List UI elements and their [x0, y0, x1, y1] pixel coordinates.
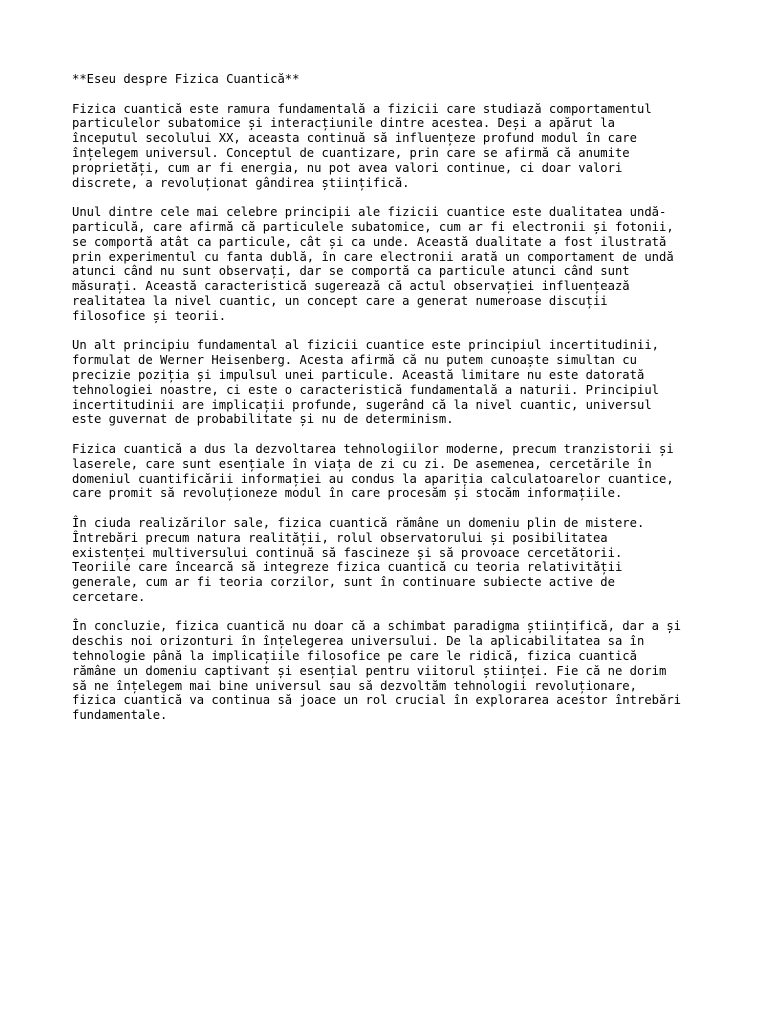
text-line: să ne înțelegem mai bine universul sau să dezvoltăm tehnologii revoluționare,	[72, 678, 637, 693]
document-title: **Eseu despre Fizica Cuantică**	[72, 72, 300, 86]
text-line: este guvernat de probabilitate și nu de determinism.	[72, 412, 454, 427]
text-line: existenței multiversului continuă să fascineze și să provoace cercetătorii.	[72, 545, 623, 560]
text-line: Fizica cuantică a dus la dezvoltarea tehnologiilor moderne, precum tranzistorii și	[72, 441, 674, 456]
text-line: tehnologiei noastre, ci este o caracteristică fundamentală a naturii. Principiul	[72, 382, 659, 397]
text-line: domeniul cuantificării informației au condus la apariția calculatoarelor cuantice,	[72, 471, 674, 486]
paragraph-3	[72, 338, 712, 427]
paragraph-2	[72, 205, 712, 323]
text-line: Teoriile care încearcă să integreze fizica cuantică cu teoria relativității	[72, 560, 623, 575]
text-line: laserele, care sunt esențiale în viața de zi cu zi. De asemenea, cercetările în	[72, 456, 652, 471]
text-line: se comportă atât ca particule, cât și ca unde. Această dualitate a fost ilustrată	[72, 234, 667, 249]
text-line: incertitudinii are implicații profunde, sugerând că la nivel cuantic, universul	[72, 397, 652, 412]
text-line: Un alt principiu fundamental al fizicii cuantice este principiul incertitudinii,	[72, 338, 659, 353]
text-line: fizica cuantică va continua să joace un rol crucial în explorarea acestor întrebări	[72, 693, 682, 708]
text-line: care promit să revoluționeze modul în care procesăm și stocăm informațiile.	[72, 486, 623, 501]
text-line: În concluzie, fizica cuantică nu doar că a schimbat paradigma științifică, dar a și	[72, 619, 682, 634]
text-line: deschis noi orizonturi în înțelegerea universului. De la aplicabilitatea sa în	[72, 634, 645, 649]
text-line: proprietăți, cum ar fi energia, nu pot avea valori continue, ci doar valori	[72, 160, 623, 175]
text-line: discrete, a revoluționat gândirea științifică.	[72, 175, 410, 190]
text-line: Fizica cuantică este ramura fundamentală a fizicii care studiază comportamentul	[72, 101, 652, 116]
paragraph-6	[72, 619, 712, 723]
text-line: înțelegem universul. Conceptul de cuantizare, prin care se afirmă că anumite	[72, 145, 630, 160]
text-line: filosofice și teorii.	[72, 308, 227, 323]
text-line: cercetare.	[72, 589, 146, 604]
text-line: rămâne un domeniu captivant și esențial pentru viitorul științei. Fie că ne dorim	[72, 663, 667, 678]
document-page	[72, 72, 712, 738]
paragraph-4	[72, 442, 712, 501]
text-line: atunci când nu sunt observați, dar se comportă ca particule atunci când sunt	[72, 264, 630, 279]
text-line: În ciuda realizărilor sale, fizica cuantică rămâne un domeniu plin de mistere.	[72, 515, 645, 530]
text-line: generale, cum ar fi teoria corzilor, sunt în continuare subiecte active de	[72, 575, 615, 590]
text-line: particulelor subatomice și interacțiunile dintre acestea. Deși a apărut la	[72, 116, 615, 131]
text-line: formulat de Werner Heisenberg. Acesta afirmă că nu putem cunoaște simultan cu	[72, 353, 637, 368]
text-line: particulă, care afirmă că particulele subatomice, cum ar fi electronii și fotonii,	[72, 219, 674, 234]
text-line: fundamentale.	[72, 708, 168, 723]
text-line: tehnologie până la implicațiile filosofice pe care le ridică, fizica cuantică	[72, 649, 637, 664]
text-line: începutul secolului XX, aceasta continuă să influențeze profund modul în care	[72, 131, 637, 146]
paragraph-1	[72, 102, 712, 191]
paragraph-5	[72, 516, 712, 605]
text-line: Unul dintre cele mai celebre principii ale fizicii cuantice este dualitatea undă-	[72, 205, 667, 220]
text-line: prin experimentul cu fanta dublă, în care electronii arată un comportament de undă	[72, 249, 674, 264]
text-line: realitatea la nivel cuantic, un concept care a generat numeroase discuții	[72, 293, 608, 308]
text-line: Întrebări precum natura realității, rolul observatorului și posibilitatea	[72, 530, 608, 545]
text-line: măsurați. Această caracteristică sugerează că actul observației influențează	[72, 279, 630, 294]
text-line: precizie poziția și impulsul unei particule. Această limitare nu este datorată	[72, 367, 645, 382]
